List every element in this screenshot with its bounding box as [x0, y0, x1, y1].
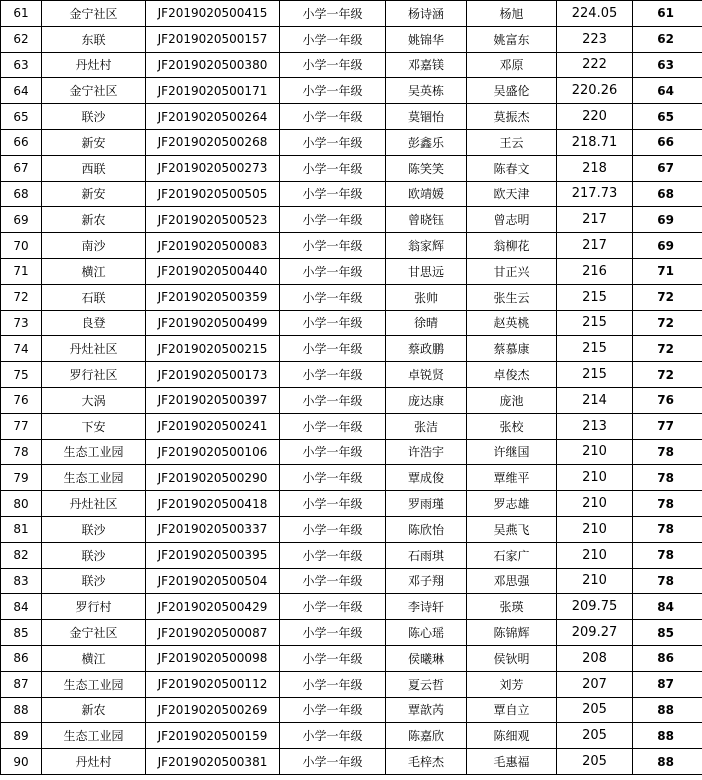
parent-name-cell: 甘正兴 — [467, 258, 557, 284]
area-cell: 罗行村 — [42, 594, 146, 620]
score-cell: 208 — [557, 645, 633, 671]
area-cell: 金宁社区 — [42, 620, 146, 646]
area-cell: 丹灶村 — [42, 749, 146, 775]
student-name-cell: 曾晓钰 — [386, 207, 467, 233]
table-row — [1, 26, 702, 52]
application-id-cell: JF2019020500337 — [146, 516, 280, 542]
table-row — [1, 52, 702, 78]
row-number-cell: 71 — [1, 258, 42, 284]
table-row — [1, 207, 702, 233]
parent-name-cell: 杨旭 — [467, 1, 557, 27]
row-number-cell: 90 — [1, 749, 42, 775]
score-cell: 210 — [557, 542, 633, 568]
student-name-cell: 蔡政鹏 — [386, 336, 467, 362]
area-cell: 丹灶社区 — [42, 336, 146, 362]
application-id-cell: JF2019020500440 — [146, 258, 280, 284]
application-id-cell: JF2019020500171 — [146, 78, 280, 104]
table-row — [1, 516, 702, 542]
area-cell: 生态工业园 — [42, 723, 146, 749]
row-number-cell: 64 — [1, 78, 42, 104]
area-cell: 生态工业园 — [42, 671, 146, 697]
area-cell: 联沙 — [42, 542, 146, 568]
grade-cell: 小学一年级 — [280, 465, 386, 491]
area-cell: 良登 — [42, 310, 146, 336]
student-name-cell: 陈欣怡 — [386, 516, 467, 542]
grade-cell: 小学一年级 — [280, 129, 386, 155]
grade-cell: 小学一年级 — [280, 362, 386, 388]
rank-cell: 78 — [633, 491, 702, 517]
score-cell: 218 — [557, 155, 633, 181]
grade-cell: 小学一年级 — [280, 568, 386, 594]
score-cell: 210 — [557, 465, 633, 491]
grade-cell: 小学一年级 — [280, 78, 386, 104]
row-number-cell: 79 — [1, 465, 42, 491]
grade-cell: 小学一年级 — [280, 207, 386, 233]
parent-name-cell: 吴盛伦 — [467, 78, 557, 104]
score-cell: 223 — [557, 26, 633, 52]
area-cell: 横江 — [42, 258, 146, 284]
row-number-cell: 61 — [1, 1, 42, 27]
row-number-cell: 88 — [1, 697, 42, 723]
area-cell: 下安 — [42, 413, 146, 439]
table-body — [1, 1, 702, 775]
area-cell: 石联 — [42, 284, 146, 310]
application-id-cell: JF2019020500290 — [146, 465, 280, 491]
score-cell: 205 — [557, 749, 633, 775]
student-name-cell: 吴英栋 — [386, 78, 467, 104]
grade-cell: 小学一年级 — [280, 52, 386, 78]
table-row — [1, 749, 702, 775]
table-row — [1, 181, 702, 207]
rank-cell: 69 — [633, 233, 702, 259]
student-name-cell: 莫锢怡 — [386, 104, 467, 130]
area-cell: 罗行社区 — [42, 362, 146, 388]
rank-cell: 64 — [633, 78, 702, 104]
score-cell: 205 — [557, 723, 633, 749]
rank-cell: 68 — [633, 181, 702, 207]
rank-cell: 76 — [633, 387, 702, 413]
rank-cell: 84 — [633, 594, 702, 620]
table-row — [1, 439, 702, 465]
student-name-cell: 庞达康 — [386, 387, 467, 413]
row-number-cell: 87 — [1, 671, 42, 697]
student-name-cell: 甘思远 — [386, 258, 467, 284]
application-id-cell: JF2019020500415 — [146, 1, 280, 27]
rank-cell: 65 — [633, 104, 702, 130]
score-cell: 210 — [557, 439, 633, 465]
row-number-cell: 85 — [1, 620, 42, 646]
grade-cell: 小学一年级 — [280, 594, 386, 620]
table-row — [1, 413, 702, 439]
parent-name-cell: 姚富东 — [467, 26, 557, 52]
parent-name-cell: 庞池 — [467, 387, 557, 413]
parent-name-cell: 翁柳花 — [467, 233, 557, 259]
grade-cell: 小学一年级 — [280, 439, 386, 465]
parent-name-cell: 侯钬明 — [467, 645, 557, 671]
application-id-cell: JF2019020500098 — [146, 645, 280, 671]
rank-cell: 88 — [633, 749, 702, 775]
rank-cell: 67 — [633, 155, 702, 181]
row-number-cell: 80 — [1, 491, 42, 517]
parent-name-cell: 王云 — [467, 129, 557, 155]
row-number-cell: 69 — [1, 207, 42, 233]
table-row — [1, 671, 702, 697]
table-row — [1, 697, 702, 723]
area-cell: 横江 — [42, 645, 146, 671]
table-row — [1, 1, 702, 27]
application-id-cell: JF2019020500523 — [146, 207, 280, 233]
score-cell: 215 — [557, 284, 633, 310]
table-row — [1, 155, 702, 181]
parent-name-cell: 许继国 — [467, 439, 557, 465]
parent-name-cell: 曾志明 — [467, 207, 557, 233]
parent-name-cell: 张瑛 — [467, 594, 557, 620]
score-cell: 220.26 — [557, 78, 633, 104]
row-number-cell: 62 — [1, 26, 42, 52]
area-cell: 东联 — [42, 26, 146, 52]
application-id-cell: JF2019020500381 — [146, 749, 280, 775]
table-row — [1, 542, 702, 568]
table-row — [1, 258, 702, 284]
row-number-cell: 74 — [1, 336, 42, 362]
rank-cell: 78 — [633, 542, 702, 568]
grade-cell: 小学一年级 — [280, 155, 386, 181]
table-row — [1, 645, 702, 671]
area-cell: 新安 — [42, 129, 146, 155]
student-name-cell: 夏云哲 — [386, 671, 467, 697]
grade-cell: 小学一年级 — [280, 620, 386, 646]
table-row — [1, 387, 702, 413]
student-name-cell: 翁家辉 — [386, 233, 467, 259]
grade-cell: 小学一年级 — [280, 1, 386, 27]
row-number-cell: 68 — [1, 181, 42, 207]
parent-name-cell: 蔡慕康 — [467, 336, 557, 362]
score-cell: 209.75 — [557, 594, 633, 620]
grade-cell: 小学一年级 — [280, 258, 386, 284]
student-name-cell: 罗雨瑾 — [386, 491, 467, 517]
student-name-cell: 卓锐贤 — [386, 362, 467, 388]
parent-name-cell: 覃自立 — [467, 697, 557, 723]
grade-cell: 小学一年级 — [280, 336, 386, 362]
student-name-cell: 张帅 — [386, 284, 467, 310]
application-id-cell: JF2019020500241 — [146, 413, 280, 439]
score-cell: 215 — [557, 362, 633, 388]
row-number-cell: 81 — [1, 516, 42, 542]
area-cell: 丹灶村 — [42, 52, 146, 78]
student-name-cell: 侯曦琳 — [386, 645, 467, 671]
score-cell: 218.71 — [557, 129, 633, 155]
table-row — [1, 568, 702, 594]
area-cell: 金宁社区 — [42, 1, 146, 27]
row-number-cell: 63 — [1, 52, 42, 78]
row-number-cell: 65 — [1, 104, 42, 130]
grade-cell: 小学一年级 — [280, 749, 386, 775]
rank-cell: 61 — [633, 1, 702, 27]
rank-cell: 71 — [633, 258, 702, 284]
application-id-cell: JF2019020500397 — [146, 387, 280, 413]
rank-cell: 87 — [633, 671, 702, 697]
score-cell: 214 — [557, 387, 633, 413]
table-row — [1, 129, 702, 155]
grade-cell: 小学一年级 — [280, 542, 386, 568]
score-cell: 209.27 — [557, 620, 633, 646]
rank-cell: 88 — [633, 723, 702, 749]
parent-name-cell: 张生云 — [467, 284, 557, 310]
student-name-cell: 陈心瑶 — [386, 620, 467, 646]
student-name-cell: 覃歆芮 — [386, 697, 467, 723]
student-name-cell: 邓嘉镁 — [386, 52, 467, 78]
row-number-cell: 78 — [1, 439, 42, 465]
parent-name-cell: 邓原 — [467, 52, 557, 78]
grade-cell: 小学一年级 — [280, 645, 386, 671]
rank-cell: 78 — [633, 439, 702, 465]
score-cell: 213 — [557, 413, 633, 439]
area-cell: 新农 — [42, 697, 146, 723]
application-id-cell: JF2019020500273 — [146, 155, 280, 181]
rank-cell: 72 — [633, 362, 702, 388]
area-cell: 生态工业园 — [42, 439, 146, 465]
rank-cell: 72 — [633, 284, 702, 310]
application-id-cell: JF2019020500429 — [146, 594, 280, 620]
application-id-cell: JF2019020500359 — [146, 284, 280, 310]
score-cell: 215 — [557, 336, 633, 362]
score-cell: 216 — [557, 258, 633, 284]
grade-cell: 小学一年级 — [280, 310, 386, 336]
parent-name-cell: 张校 — [467, 413, 557, 439]
table-row — [1, 233, 702, 259]
parent-name-cell: 石家广 — [467, 542, 557, 568]
row-number-cell: 70 — [1, 233, 42, 259]
rank-cell: 77 — [633, 413, 702, 439]
score-cell: 210 — [557, 568, 633, 594]
table-row — [1, 310, 702, 336]
parent-name-cell: 罗志雄 — [467, 491, 557, 517]
application-id-cell: JF2019020500268 — [146, 129, 280, 155]
table-row — [1, 104, 702, 130]
student-name-cell: 毛梓杰 — [386, 749, 467, 775]
area-cell: 丹灶社区 — [42, 491, 146, 517]
score-cell: 217 — [557, 233, 633, 259]
rank-cell: 88 — [633, 697, 702, 723]
student-name-cell: 许浩宇 — [386, 439, 467, 465]
parent-name-cell: 欧天津 — [467, 181, 557, 207]
parent-name-cell: 陈细观 — [467, 723, 557, 749]
rank-cell: 63 — [633, 52, 702, 78]
area-cell: 联沙 — [42, 516, 146, 542]
row-number-cell: 83 — [1, 568, 42, 594]
table-row — [1, 465, 702, 491]
area-cell: 联沙 — [42, 104, 146, 130]
rank-cell: 85 — [633, 620, 702, 646]
parent-name-cell: 陈春文 — [467, 155, 557, 181]
application-id-cell: JF2019020500380 — [146, 52, 280, 78]
area-cell: 新农 — [42, 207, 146, 233]
table-row — [1, 336, 702, 362]
rank-cell: 66 — [633, 129, 702, 155]
area-cell: 生态工业园 — [42, 465, 146, 491]
grade-cell: 小学一年级 — [280, 413, 386, 439]
area-cell: 联沙 — [42, 568, 146, 594]
application-id-cell: JF2019020500505 — [146, 181, 280, 207]
student-name-cell: 邓子翔 — [386, 568, 467, 594]
score-cell: 217 — [557, 207, 633, 233]
grade-cell: 小学一年级 — [280, 387, 386, 413]
parent-name-cell: 覃维平 — [467, 465, 557, 491]
score-cell: 210 — [557, 516, 633, 542]
grade-cell: 小学一年级 — [280, 723, 386, 749]
row-number-cell: 72 — [1, 284, 42, 310]
grade-cell: 小学一年级 — [280, 697, 386, 723]
rank-cell: 78 — [633, 516, 702, 542]
parent-name-cell: 毛惠福 — [467, 749, 557, 775]
score-cell: 207 — [557, 671, 633, 697]
student-name-cell: 张洁 — [386, 413, 467, 439]
table-row — [1, 620, 702, 646]
grade-cell: 小学一年级 — [280, 104, 386, 130]
grade-cell: 小学一年级 — [280, 233, 386, 259]
row-number-cell: 66 — [1, 129, 42, 155]
student-name-cell: 彭鑫乐 — [386, 129, 467, 155]
application-id-cell: JF2019020500159 — [146, 723, 280, 749]
row-number-cell: 76 — [1, 387, 42, 413]
application-id-cell: JF2019020500418 — [146, 491, 280, 517]
application-id-cell: JF2019020500395 — [146, 542, 280, 568]
rank-cell: 72 — [633, 336, 702, 362]
row-number-cell: 77 — [1, 413, 42, 439]
student-name-cell: 陈笑笑 — [386, 155, 467, 181]
row-number-cell: 75 — [1, 362, 42, 388]
parent-name-cell: 邓思强 — [467, 568, 557, 594]
score-cell: 215 — [557, 310, 633, 336]
application-id-cell: JF2019020500083 — [146, 233, 280, 259]
grade-cell: 小学一年级 — [280, 26, 386, 52]
score-cell: 205 — [557, 697, 633, 723]
student-name-cell: 陈嘉欣 — [386, 723, 467, 749]
student-name-cell: 徐晴 — [386, 310, 467, 336]
table-row — [1, 362, 702, 388]
application-id-cell: JF2019020500112 — [146, 671, 280, 697]
application-id-cell: JF2019020500157 — [146, 26, 280, 52]
rank-cell: 69 — [633, 207, 702, 233]
student-name-cell: 欧靖媛 — [386, 181, 467, 207]
rank-cell: 86 — [633, 645, 702, 671]
parent-name-cell: 赵英桃 — [467, 310, 557, 336]
parent-name-cell: 卓俊杰 — [467, 362, 557, 388]
table-row — [1, 723, 702, 749]
rank-cell: 78 — [633, 568, 702, 594]
application-id-cell: JF2019020500504 — [146, 568, 280, 594]
grade-cell: 小学一年级 — [280, 181, 386, 207]
parent-name-cell: 吴燕飞 — [467, 516, 557, 542]
application-id-cell: JF2019020500215 — [146, 336, 280, 362]
score-cell: 220 — [557, 104, 633, 130]
row-number-cell: 84 — [1, 594, 42, 620]
row-number-cell: 73 — [1, 310, 42, 336]
area-cell: 大涡 — [42, 387, 146, 413]
application-id-cell: JF2019020500106 — [146, 439, 280, 465]
rank-cell: 72 — [633, 310, 702, 336]
area-cell: 新安 — [42, 181, 146, 207]
grade-cell: 小学一年级 — [280, 491, 386, 517]
grade-cell: 小学一年级 — [280, 516, 386, 542]
area-cell: 西联 — [42, 155, 146, 181]
student-name-cell: 石雨琪 — [386, 542, 467, 568]
application-id-cell: JF2019020500269 — [146, 697, 280, 723]
application-id-cell: JF2019020500087 — [146, 620, 280, 646]
student-name-cell: 李诗轩 — [386, 594, 467, 620]
area-cell: 南沙 — [42, 233, 146, 259]
grade-cell: 小学一年级 — [280, 284, 386, 310]
student-name-cell: 姚锦华 — [386, 26, 467, 52]
parent-name-cell: 刘芳 — [467, 671, 557, 697]
grade-cell: 小学一年级 — [280, 671, 386, 697]
area-cell: 金宁社区 — [42, 78, 146, 104]
row-number-cell: 86 — [1, 645, 42, 671]
row-number-cell: 82 — [1, 542, 42, 568]
table-row — [1, 594, 702, 620]
student-name-cell: 覃成俊 — [386, 465, 467, 491]
table-row — [1, 284, 702, 310]
rank-cell: 62 — [633, 26, 702, 52]
application-id-cell: JF2019020500173 — [146, 362, 280, 388]
application-id-cell: JF2019020500264 — [146, 104, 280, 130]
score-cell: 224.05 — [557, 1, 633, 27]
score-cell: 210 — [557, 491, 633, 517]
table-row — [1, 78, 702, 104]
application-id-cell: JF2019020500499 — [146, 310, 280, 336]
parent-name-cell: 陈锦辉 — [467, 620, 557, 646]
rank-cell: 78 — [633, 465, 702, 491]
score-cell: 222 — [557, 52, 633, 78]
row-number-cell: 67 — [1, 155, 42, 181]
score-cell: 217.73 — [557, 181, 633, 207]
parent-name-cell: 莫振杰 — [467, 104, 557, 130]
row-number-cell: 89 — [1, 723, 42, 749]
student-name-cell: 杨诗涵 — [386, 1, 467, 27]
table-row — [1, 491, 702, 517]
